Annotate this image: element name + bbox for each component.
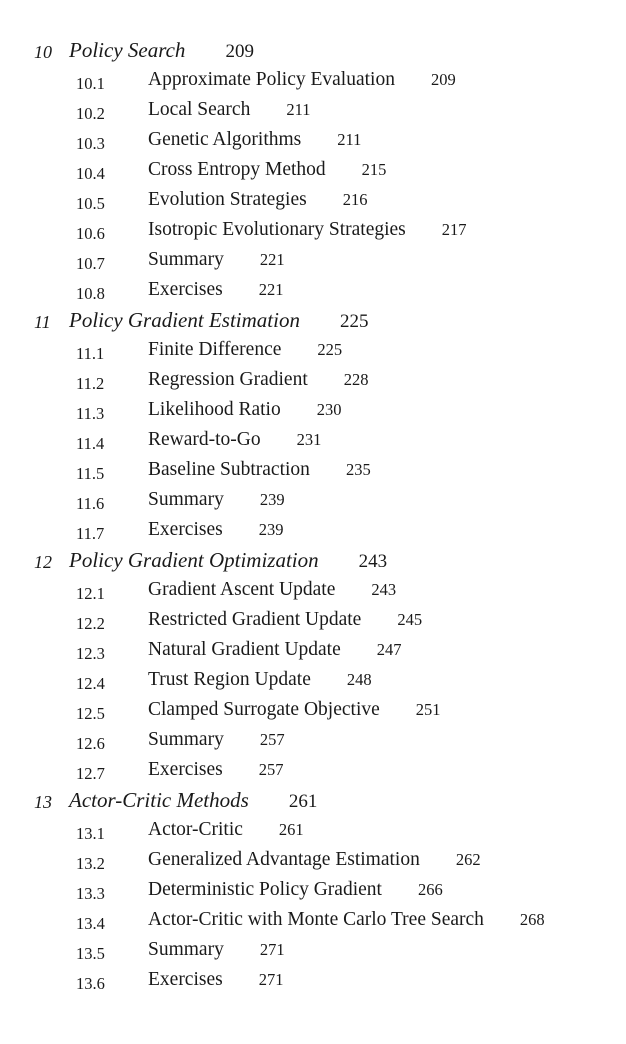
section-title: Local Search [148,99,251,120]
section-title: Exercises [148,759,223,780]
section-entry[interactable] [0,188,626,218]
section-page: 266 [417,880,443,899]
section-title: Generalized Advantage Estimation [148,849,420,870]
section-title: Clamped Surrogate Objective [148,699,380,720]
section-number: 11.5 [76,464,105,483]
section-page: 235 [345,460,371,479]
chapter-heading[interactable] [0,548,626,578]
chapter-10 [0,38,626,308]
section-number: 12.5 [76,704,105,723]
section-entry[interactable] [0,878,626,908]
section-title: Genetic Algorithms [148,129,302,150]
section-number: 10.5 [76,194,105,213]
section-entry[interactable] [0,608,626,638]
section-entry[interactable] [0,68,626,98]
section-entry[interactable] [0,488,626,518]
section-number: 10.2 [76,104,105,123]
section-number: 11.7 [76,524,105,543]
section-page: 239 [259,490,285,509]
section-number: 11.6 [76,494,105,513]
section-entry[interactable] [0,398,626,428]
section-entry[interactable] [0,218,626,248]
chapter-title: Policy Search [69,38,186,62]
table-of-contents [0,38,626,998]
section-entry[interactable] [0,128,626,158]
section-entry[interactable] [0,458,626,488]
chapter-number: 13 [34,792,52,812]
section-number: 10.6 [76,224,105,243]
section-number: 10.7 [76,254,105,273]
section-list [0,338,626,548]
chapter-number: 12 [34,552,52,572]
section-number: 13.6 [76,974,105,993]
chapter-11 [0,308,626,548]
section-title: Likelihood Ratio [148,399,281,420]
section-page: 261 [278,820,304,839]
section-number: 10.8 [76,284,105,303]
chapter-number: 10 [34,42,52,62]
section-page: 216 [342,190,368,209]
section-title: Deterministic Policy Gradient [148,879,382,900]
section-entry[interactable] [0,278,626,308]
section-page: 221 [258,280,284,299]
section-page: 257 [258,760,284,779]
section-entry[interactable] [0,968,626,998]
section-page: 231 [296,430,322,449]
section-entry[interactable] [0,158,626,188]
chapter-13 [0,788,626,998]
section-number: 11.4 [76,434,105,453]
section-list [0,68,626,308]
section-page: 221 [259,250,285,269]
section-title: Actor-Critic [148,819,243,840]
section-number: 13.5 [76,944,105,963]
section-entry[interactable] [0,518,626,548]
section-title: Baseline Subtraction [148,459,310,480]
section-number: 10.4 [76,164,105,183]
section-number: 12.2 [76,614,105,633]
chapter-title: Policy Gradient Estimation [69,308,300,332]
section-number: 13.4 [76,914,105,933]
section-page: 271 [258,970,284,989]
section-page: 268 [519,910,545,929]
section-page: 209 [430,70,456,89]
section-number: 11.2 [76,374,105,393]
section-title: Trust Region Update [148,669,311,690]
section-title: Summary [148,939,224,960]
chapter-page: 209 [225,41,254,62]
section-title: Approximate Policy Evaluation [148,69,395,90]
chapter-title: Policy Gradient Optimization [69,548,319,572]
chapter-heading[interactable] [0,308,626,338]
chapter-page: 243 [358,551,388,572]
section-page: 211 [286,100,311,119]
section-number: 12.7 [76,764,105,783]
section-title: Summary [148,729,224,750]
section-page: 225 [317,340,343,359]
section-title: Natural Gradient Update [148,639,341,660]
section-page: 243 [371,580,397,599]
section-number: 12.4 [76,674,105,693]
section-entry[interactable] [0,908,626,938]
section-page: 215 [361,160,387,179]
chapter-page: 225 [339,311,369,332]
chapter-12 [0,548,626,788]
section-number: 13.1 [76,824,105,843]
section-page: 228 [343,370,369,389]
section-number: 12.3 [76,644,105,663]
section-entry[interactable] [0,848,626,878]
section-number: 11.1 [76,344,105,363]
section-entry[interactable] [0,248,626,278]
chapter-page: 261 [288,791,318,812]
section-entry[interactable] [0,668,626,698]
section-title: Regression Gradient [148,369,308,390]
section-title: Evolution Strategies [148,189,307,210]
section-page: 251 [415,700,441,719]
section-entry[interactable] [0,638,626,668]
section-entry[interactable] [0,98,626,128]
chapter-heading[interactable] [0,38,626,68]
section-page: 271 [259,940,285,959]
section-entry[interactable] [0,338,626,368]
section-entry[interactable] [0,368,626,398]
section-page: 257 [259,730,285,749]
section-page: 247 [376,640,402,659]
section-page: 262 [455,850,481,869]
section-number: 10.1 [76,74,105,93]
section-number: 13.2 [76,854,105,873]
section-number: 12.1 [76,584,105,603]
section-number: 13.3 [76,884,105,903]
section-number: 10.3 [76,134,105,153]
section-number: 12.6 [76,734,105,753]
section-page: 211 [337,130,362,149]
section-entry[interactable] [0,938,626,968]
section-page: 217 [441,220,467,239]
section-title: Exercises [148,279,223,300]
section-page: 248 [346,670,372,689]
section-entry[interactable] [0,698,626,728]
section-entry[interactable] [0,428,626,458]
section-page: 245 [397,610,423,629]
section-title: Finite Difference [148,339,282,360]
section-page: 239 [258,520,284,539]
section-list [0,818,626,998]
section-entry[interactable] [0,818,626,848]
section-page: 230 [316,400,342,419]
section-entry[interactable] [0,728,626,758]
section-list [0,578,626,788]
chapter-title: Actor-Critic Methods [69,788,249,812]
section-title: Reward-to-Go [148,429,261,450]
section-title: Exercises [148,519,223,540]
section-title: Actor-Critic with Monte Carlo Tree Search [148,909,484,930]
section-title: Summary [148,489,224,510]
section-number: 11.3 [76,404,105,423]
chapter-number: 11 [34,312,51,332]
section-title: Cross Entropy Method [148,159,326,180]
section-title: Isotropic Evolutionary Strategies [148,219,406,240]
section-title: Exercises [148,969,223,990]
section-title: Restricted Gradient Update [148,609,362,630]
section-entry[interactable] [0,758,626,788]
chapter-heading[interactable] [0,788,626,818]
section-entry[interactable] [0,578,626,608]
section-title: Gradient Ascent Update [148,579,336,600]
section-title: Summary [148,249,224,270]
